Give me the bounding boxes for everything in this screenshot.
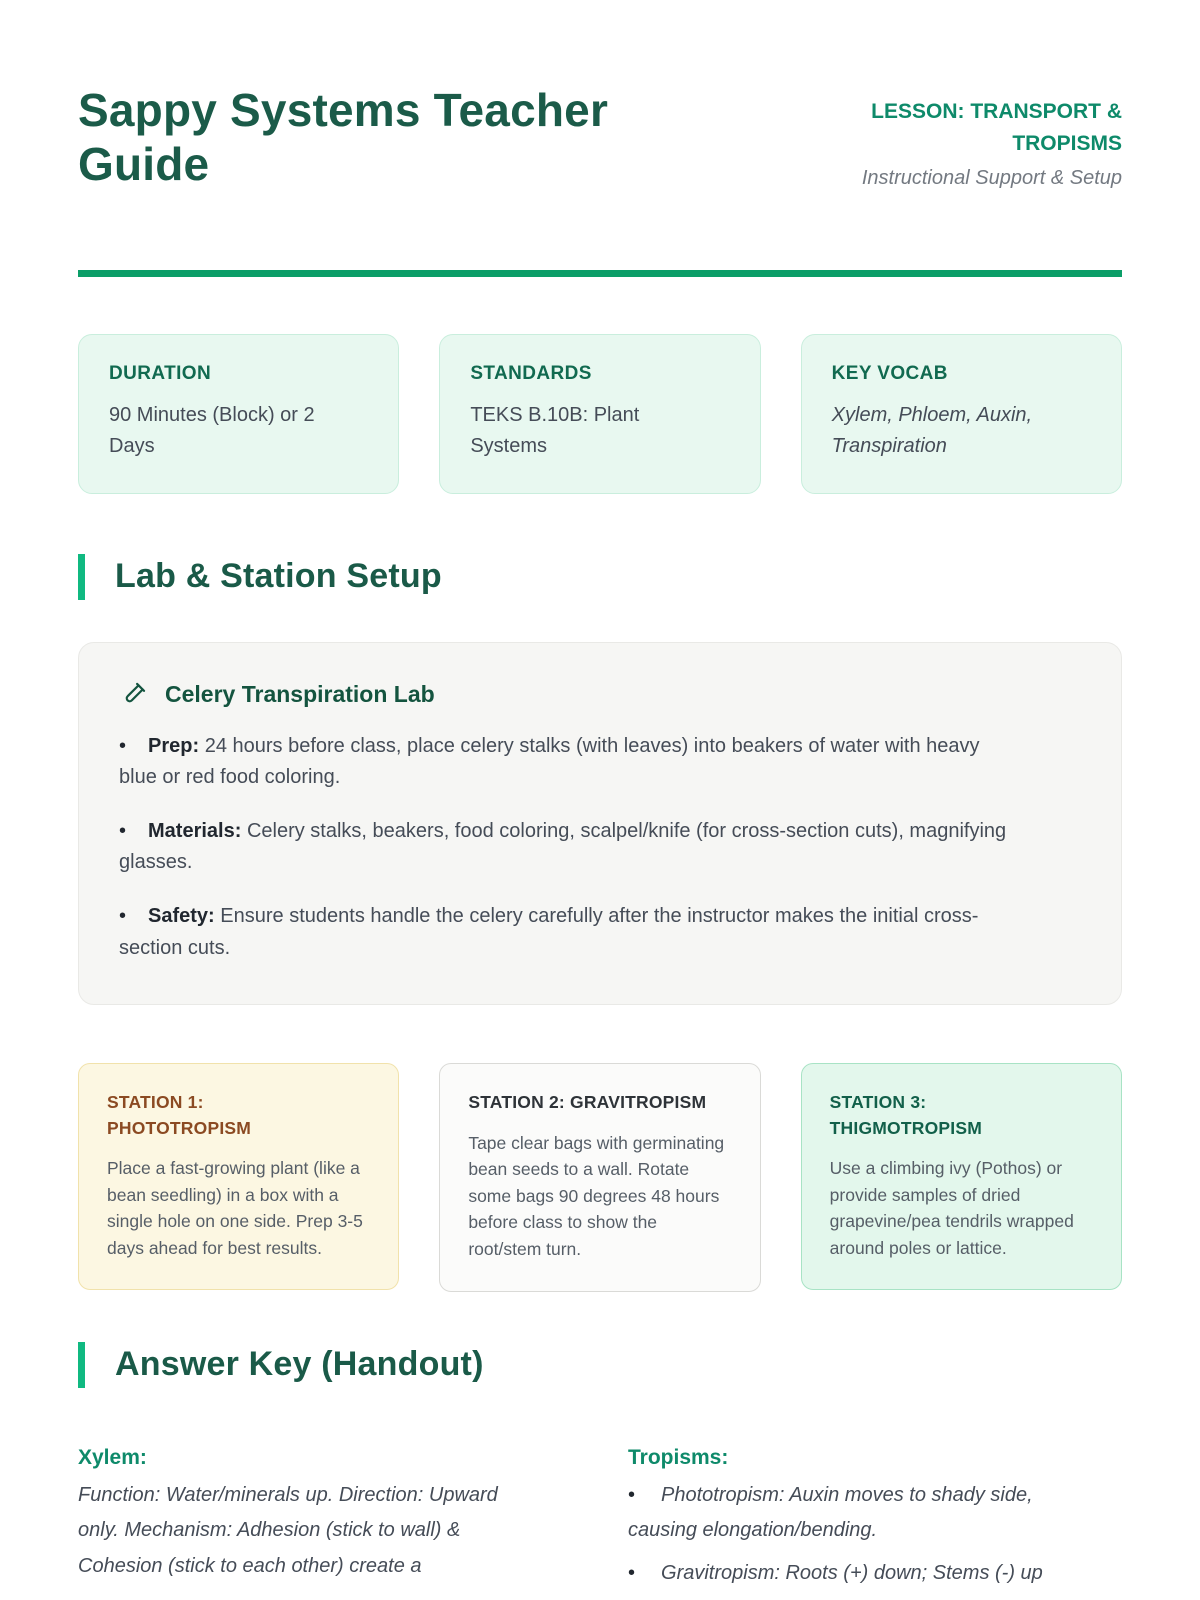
- celery-lab-card: [78, 642, 1122, 1006]
- info-card-label: STANDARDS: [470, 362, 592, 384]
- lab-bullet-label: Prep:: [148, 734, 200, 757]
- section-title-answer-key: Answer Key (Handout): [115, 1345, 484, 1384]
- header: [78, 84, 1122, 192]
- info-card-value: TEKS B.10B: Plant Systems: [470, 403, 640, 457]
- bullet-dot: •: [119, 819, 127, 842]
- lab-bullet-label: Materials:: [148, 819, 242, 842]
- station-title-line: THIGMOTROPISM: [829, 1117, 982, 1138]
- lab-bullet-safety: [119, 901, 1009, 964]
- station-title: [107, 1090, 370, 1141]
- station-title: [468, 1090, 731, 1115]
- answer-key-term: Xylem:: [78, 1445, 147, 1469]
- lab-card-title-row: [119, 681, 1081, 709]
- station-title: [830, 1090, 1093, 1141]
- info-card-label: DURATION: [109, 362, 212, 384]
- answer-key-bullet: [628, 1478, 1068, 1549]
- station-body: Place a fast-growing plant (like a bean seedling) in a box with a single hole on one side. Prep 3-5 days ahead for best results.: [107, 1157, 363, 1258]
- lab-bullet-text: 24 hours before class, place celery stalks (with leaves) into beakers of water with heavy blue or red food coloring.: [119, 734, 980, 789]
- lab-bullet-prep: [119, 731, 1009, 794]
- test-tube-icon: [119, 681, 147, 709]
- station-card-gravitropism: [439, 1063, 760, 1291]
- lab-bullet-text: Ensure students handle the celery carefully after the instructor makes the initial cross-section cuts.: [119, 905, 979, 959]
- lesson-label: LESSON: TRANSPORT & TROPISMS: [871, 100, 1122, 155]
- info-card-label: KEY VOCAB: [831, 362, 948, 384]
- info-card-key-vocab: [801, 334, 1122, 494]
- info-cards-row: [78, 334, 1122, 494]
- answer-key-text: Function: Water/minerals up. Direction: Upward only. Mechanism: Adhesion (stick to wall) & Cohesion (stick to each other) create a: [78, 1483, 498, 1577]
- bullet-dot: •: [628, 1561, 636, 1584]
- station-title-line: PHOTOTROPISM: [107, 1117, 252, 1138]
- answer-key-term: Tropisms:: [628, 1445, 729, 1469]
- stations-row: [78, 1063, 1122, 1291]
- info-card-value: 90 Minutes (Block) or 2 Days: [109, 403, 315, 457]
- info-card-standards: [439, 334, 760, 494]
- station-title-line: STATION 3:: [829, 1092, 927, 1113]
- answer-key-columns: [78, 1446, 1122, 1592]
- header-meta: [822, 84, 1122, 190]
- bullet-dot: •: [119, 734, 127, 757]
- page-title: Sappy Systems Teacher Guide: [78, 84, 609, 190]
- section-title-lab-setup: Lab & Station Setup: [115, 557, 442, 596]
- answer-key-bullet: [628, 1556, 1068, 1592]
- section-heading-answer-key: [78, 1342, 1122, 1388]
- bullet-dot: •: [628, 1483, 636, 1506]
- header-divider: [78, 270, 1122, 277]
- page-subtitle: Instructional Support & Setup: [861, 167, 1122, 189]
- lab-bullet-label: Safety:: [148, 905, 215, 927]
- station-body: Use a climbing ivy (Pothos) or provide samples of dried grapevine/pea tendrils wrapped around poles or lattice.: [829, 1157, 1074, 1258]
- section-heading-lab-setup: [78, 554, 1122, 600]
- lab-bullet-text: Celery stalks, beakers, food coloring, scalpel/knife (for cross-section cuts), magnifying glasses.: [119, 819, 1007, 874]
- station-title-line: STATION 1:: [107, 1092, 204, 1113]
- answer-key-bullet-text: Gravitropism: Roots (+) down; Stems (-) up: [661, 1561, 1043, 1584]
- station-card-phototropism: [78, 1063, 399, 1290]
- info-card-duration: [78, 334, 399, 494]
- answer-key-bullet-text: Phototropism: Auxin moves to shady side, causing elongation/bending.: [628, 1483, 1033, 1542]
- station-body: Tape clear bags with germinating bean seeds to a wall. Rotate some bags 90 degrees 48 hours before class to show the root/stem turn.: [468, 1132, 725, 1259]
- station-title-line: STATION 2: GRAVITROPISM: [468, 1092, 707, 1113]
- lab-card-title: Celery Transpiration Lab: [165, 681, 435, 708]
- answer-key-tropisms: [628, 1446, 1122, 1592]
- answer-key-xylem: [78, 1446, 572, 1592]
- info-card-value: Xylem, Phloem, Auxin, Transpiration: [831, 403, 1033, 457]
- lab-bullet-materials: [119, 816, 1009, 879]
- section-accent-bar: [78, 554, 85, 600]
- section-accent-bar: [78, 1342, 85, 1388]
- bullet-dot: •: [119, 905, 127, 927]
- station-card-thigmotropism: [801, 1063, 1122, 1290]
